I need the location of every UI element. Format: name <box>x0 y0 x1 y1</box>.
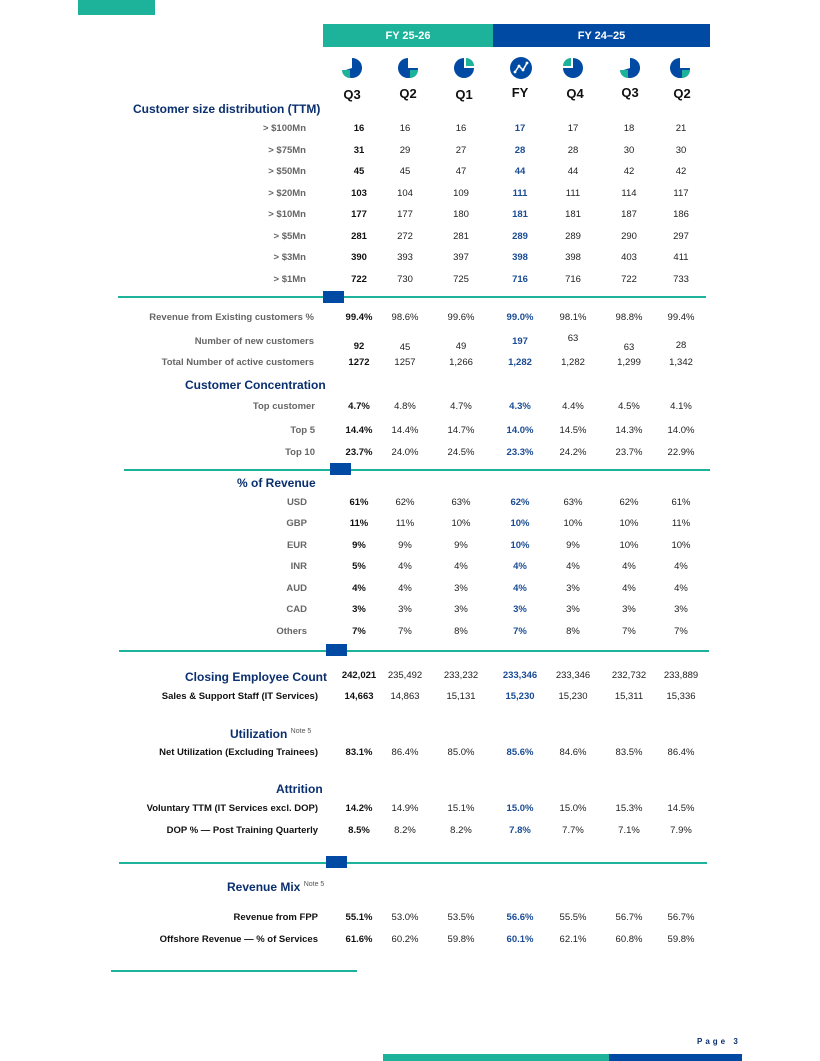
table-cell: 281 <box>453 231 469 242</box>
row-label: USD <box>286 497 307 508</box>
table-cell: 18 <box>623 123 635 134</box>
table-cell: 4% <box>674 583 688 594</box>
row-label: AUD <box>286 583 307 594</box>
table-cell: 1,342 <box>669 357 693 368</box>
table-cell: 177 <box>397 209 413 220</box>
row-label: Revenue from FPP <box>233 912 318 923</box>
table-cell: 85.0% <box>447 747 475 758</box>
table-cell: 99.4% <box>667 312 695 323</box>
header-group-fy25-26: FY 25-26 <box>323 24 493 47</box>
table-cell: 23.7% <box>615 447 643 458</box>
table-cell: 60.8% <box>615 934 643 945</box>
table-cell: 15.0% <box>506 803 534 814</box>
table-cell: 98.6% <box>391 312 419 323</box>
table-cell: 61% <box>349 497 369 508</box>
table-cell: 7.7% <box>562 825 584 836</box>
section-title-revenue-mix <box>227 880 324 894</box>
table-cell: 99.0% <box>506 312 534 323</box>
section-title-customer-concentration: Customer Concentration <box>185 378 326 392</box>
table-cell: 716 <box>512 274 528 285</box>
table-cell: 722 <box>351 274 367 285</box>
table-cell: 53.0% <box>391 912 419 923</box>
table-cell: 56.7% <box>667 912 695 923</box>
table-cell: 11% <box>395 518 415 529</box>
table-cell: 53.5% <box>447 912 475 923</box>
table-cell: 14.4% <box>391 425 419 436</box>
table-cell: 235,492 <box>387 670 423 681</box>
row-label: CAD <box>286 604 307 615</box>
table-cell: 62.1% <box>559 934 587 945</box>
table-cell: 59.8% <box>667 934 695 945</box>
table-cell: 85.6% <box>506 747 534 758</box>
divider-marker <box>323 291 344 303</box>
column-label: Q2 <box>673 86 691 101</box>
table-cell: 111 <box>565 188 581 199</box>
divider-marker <box>326 856 347 868</box>
table-cell: 9% <box>398 540 412 551</box>
table-cell: 86.4% <box>667 747 695 758</box>
top-accent-bar <box>78 0 155 15</box>
table-cell: 104 <box>397 188 413 199</box>
table-cell: 1,266 <box>449 357 473 368</box>
revenue-mix-note: Note 5 <box>303 881 325 888</box>
table-cell: 9% <box>566 540 580 551</box>
table-cell: 98.1% <box>559 312 587 323</box>
table-cell: 56.7% <box>615 912 643 923</box>
page-number: Page 3 <box>697 1037 741 1046</box>
table-cell: 28 <box>514 145 526 156</box>
table-cell: 10% <box>619 540 639 551</box>
table-cell: 49 <box>455 341 467 352</box>
row-label: Top 10 <box>285 447 315 458</box>
table-cell: 15.3% <box>615 803 643 814</box>
table-cell: 1,282 <box>561 357 585 368</box>
table-cell: 289 <box>565 231 581 242</box>
row-label: > $5Mn <box>273 231 306 242</box>
table-cell: 45 <box>399 166 411 177</box>
table-cell: 11% <box>349 518 369 529</box>
table-cell: 1257 <box>394 357 416 368</box>
section-divider <box>119 862 707 864</box>
table-cell: 3% <box>566 583 580 594</box>
row-label: > $100Mn <box>262 123 306 134</box>
table-cell: 99.4% <box>345 312 373 323</box>
divider-marker <box>330 463 351 475</box>
table-cell: 14.5% <box>667 803 695 814</box>
row-label: > $50Mn <box>268 166 306 177</box>
trend-chart-icon <box>510 57 530 77</box>
table-cell: 5% <box>352 561 366 572</box>
table-cell: 86.4% <box>391 747 419 758</box>
row-label: INR <box>290 561 307 572</box>
table-cell: 8.2% <box>394 825 416 836</box>
table-cell: 8.5% <box>348 825 370 836</box>
table-cell: 98.8% <box>615 312 643 323</box>
table-cell: 7% <box>398 626 412 637</box>
row-label: > $75Mn <box>268 145 306 156</box>
table-cell: 84.6% <box>559 747 587 758</box>
table-cell: 62% <box>395 497 415 508</box>
table-cell: 4% <box>566 561 580 572</box>
table-cell: 21 <box>675 123 687 134</box>
table-cell: 45 <box>399 342 411 353</box>
table-cell: 10% <box>619 518 639 529</box>
table-cell: 55.1% <box>345 912 373 923</box>
table-cell: 716 <box>565 274 581 285</box>
table-cell: 411 <box>673 252 689 263</box>
table-cell: 63 <box>567 333 579 344</box>
table-cell: 27 <box>455 145 467 156</box>
column-label: Q3 <box>343 87 361 102</box>
table-cell: 92 <box>353 341 365 352</box>
table-cell: 15.1% <box>447 803 475 814</box>
column-label: Q4 <box>566 86 584 101</box>
table-cell: 4.5% <box>618 401 640 412</box>
row-label: GBP <box>286 518 307 529</box>
table-cell: 1272 <box>348 357 370 368</box>
table-cell: 23.7% <box>345 447 373 458</box>
row-label: Net Utilization (Excluding Trainees) <box>159 747 318 758</box>
table-cell: 725 <box>453 274 469 285</box>
table-cell: 7.9% <box>670 825 692 836</box>
table-cell: 4.8% <box>394 401 416 412</box>
table-cell: 15.0% <box>559 803 587 814</box>
table-cell: 3% <box>566 604 580 615</box>
table-cell: 103 <box>351 188 367 199</box>
table-cell: 3% <box>622 604 636 615</box>
table-cell: 63% <box>563 497 583 508</box>
section-title-attrition: Attrition <box>276 782 323 796</box>
table-cell: 14.4% <box>345 425 373 436</box>
section-divider <box>118 296 706 298</box>
table-cell: 290 <box>621 231 637 242</box>
table-cell: 14.0% <box>667 425 695 436</box>
table-cell: 733 <box>673 274 689 285</box>
table-cell: 60.2% <box>391 934 419 945</box>
table-cell: 730 <box>397 274 413 285</box>
quarter-pie-icon <box>398 58 418 78</box>
table-cell: 187 <box>621 209 637 220</box>
table-cell: 55.5% <box>559 912 587 923</box>
table-cell: 117 <box>673 188 689 199</box>
table-cell: 8.2% <box>450 825 472 836</box>
table-cell: 14.9% <box>391 803 419 814</box>
table-cell: 393 <box>397 252 413 263</box>
table-cell: 181 <box>512 209 528 220</box>
table-cell: 3% <box>454 604 468 615</box>
table-cell: 44 <box>514 166 526 177</box>
table-cell: 4% <box>622 583 636 594</box>
table-cell: 10% <box>563 518 583 529</box>
row-label: Total Number of active customers <box>161 357 314 368</box>
table-cell: 232,732 <box>611 670 647 681</box>
table-cell: 28 <box>675 340 687 351</box>
table-cell: 3% <box>674 604 688 615</box>
table-cell: 3% <box>352 604 366 615</box>
table-cell: 398 <box>512 252 528 263</box>
table-cell: 83.1% <box>345 747 373 758</box>
table-cell: 272 <box>397 231 413 242</box>
table-cell: 114 <box>621 188 637 199</box>
column-label: Q2 <box>399 86 417 101</box>
row-label: Revenue from Existing customers % <box>149 312 314 323</box>
table-cell: 14.7% <box>447 425 475 436</box>
row-label: Top 5 <box>290 425 315 436</box>
table-cell: 60.1% <box>506 934 534 945</box>
table-cell: 4.3% <box>509 401 531 412</box>
table-cell: 63% <box>451 497 471 508</box>
table-cell: 398 <box>565 252 581 263</box>
table-cell: 7% <box>352 626 366 637</box>
table-cell: 233,232 <box>443 670 479 681</box>
table-cell: 233,346 <box>502 670 538 681</box>
row-label: Others <box>276 626 307 637</box>
utilization-note: Note 5 <box>290 728 312 735</box>
table-cell: 61.6% <box>345 934 373 945</box>
table-cell: 4% <box>454 561 468 572</box>
section-title-utilization <box>230 727 311 741</box>
quarter-pie-icon <box>342 58 362 78</box>
table-cell: 30 <box>623 145 635 156</box>
table-cell: 242,021 <box>341 670 377 681</box>
table-cell: 14.3% <box>615 425 643 436</box>
table-cell: 4% <box>513 561 527 572</box>
header-group-fy24-25: FY 24–25 <box>493 24 710 47</box>
table-cell: 4.7% <box>450 401 472 412</box>
table-cell: 297 <box>673 231 689 242</box>
table-cell: 99.6% <box>447 312 475 323</box>
row-label: > $3Mn <box>273 252 306 263</box>
utilization-title: Utilization <box>230 727 288 741</box>
table-cell: 186 <box>673 209 689 220</box>
table-cell: 16 <box>455 123 467 134</box>
column-label: Q1 <box>455 87 473 102</box>
table-cell: 4% <box>674 561 688 572</box>
table-cell: 83.5% <box>615 747 643 758</box>
footer-bar-blue <box>609 1054 742 1061</box>
table-cell: 181 <box>565 209 581 220</box>
table-cell: 62% <box>619 497 639 508</box>
table-cell: 4% <box>513 583 527 594</box>
table-cell: 45 <box>353 166 365 177</box>
table-cell: 233,889 <box>663 670 699 681</box>
table-cell: 24.0% <box>391 447 419 458</box>
table-cell: 233,346 <box>555 670 591 681</box>
table-cell: 44 <box>567 166 579 177</box>
table-cell: 15,230 <box>558 691 588 702</box>
table-cell: 10% <box>451 518 471 529</box>
table-cell: 403 <box>621 252 637 263</box>
row-label: > $10Mn <box>268 209 306 220</box>
table-cell: 59.8% <box>447 934 475 945</box>
table-cell: 14,863 <box>390 691 420 702</box>
table-cell: 42 <box>623 166 635 177</box>
row-label: > $20Mn <box>268 188 306 199</box>
table-cell: 62% <box>510 497 530 508</box>
table-cell: 4% <box>352 583 366 594</box>
row-label: Sales & Support Staff (IT Services) <box>161 691 318 702</box>
column-label: Q3 <box>621 85 639 100</box>
table-cell: 16 <box>399 123 411 134</box>
table-cell: 23.3% <box>506 447 534 458</box>
row-label: Offshore Revenue — % of Services <box>159 934 318 945</box>
table-cell: 7% <box>513 626 527 637</box>
table-cell: 10% <box>510 540 530 551</box>
table-cell: 111 <box>512 188 528 199</box>
quarter-pie-icon <box>620 58 640 78</box>
table-cell: 61% <box>671 497 691 508</box>
table-cell: 1,282 <box>508 357 532 368</box>
table-cell: 14.0% <box>506 425 534 436</box>
row-label: Number of new customers <box>194 336 314 347</box>
table-cell: 29 <box>399 145 411 156</box>
table-cell: 17 <box>514 123 526 134</box>
table-cell: 10% <box>671 540 691 551</box>
table-cell: 28 <box>567 145 579 156</box>
table-cell: 15,230 <box>505 691 535 702</box>
table-cell: 177 <box>351 209 367 220</box>
table-cell: 3% <box>398 604 412 615</box>
quarter-pie-icon <box>563 58 583 78</box>
section-title-employee-count: Closing Employee Count <box>185 670 328 684</box>
table-cell: 14.5% <box>559 425 587 436</box>
section-title-customer-size: Customer size distribution (TTM) <box>133 102 321 116</box>
table-cell: 4.4% <box>562 401 584 412</box>
table-cell: 8% <box>566 626 580 637</box>
row-label: EUR <box>286 540 307 551</box>
table-cell: 10% <box>510 518 530 529</box>
divider-marker <box>326 644 347 656</box>
table-cell: 109 <box>453 188 469 199</box>
quarter-pie-icon <box>454 58 474 78</box>
table-cell: 14.2% <box>345 803 373 814</box>
table-cell: 1,299 <box>617 357 641 368</box>
table-cell: 11% <box>671 518 691 529</box>
section-divider <box>119 650 709 652</box>
table-cell: 3% <box>454 583 468 594</box>
table-cell: 42 <box>675 166 687 177</box>
table-cell: 7.1% <box>618 825 640 836</box>
section-end-line <box>111 970 357 972</box>
table-cell: 397 <box>453 252 469 263</box>
table-cell: 9% <box>454 540 468 551</box>
footer-bar-teal <box>383 1054 609 1061</box>
table-cell: 7% <box>622 626 636 637</box>
table-cell: 7.8% <box>509 825 531 836</box>
table-cell: 24.5% <box>447 447 475 458</box>
table-cell: 56.6% <box>506 912 534 923</box>
row-label: Voluntary TTM (IT Services excl. DOP) <box>146 803 318 814</box>
table-cell: 15,131 <box>446 691 476 702</box>
table-cell: 24.2% <box>559 447 587 458</box>
table-cell: 7% <box>674 626 688 637</box>
table-cell: 289 <box>512 231 528 242</box>
row-label: Top customer <box>252 401 315 412</box>
table-cell: 197 <box>512 336 528 347</box>
table-cell: 17 <box>567 123 579 134</box>
table-cell: 9% <box>352 540 366 551</box>
table-cell: 22.9% <box>667 447 695 458</box>
table-cell: 4.7% <box>348 401 370 412</box>
table-cell: 15,311 <box>614 691 644 702</box>
table-cell: 63 <box>623 342 635 353</box>
row-label: > $1Mn <box>273 274 306 285</box>
row-label: DOP % — Post Training Quarterly <box>166 825 318 836</box>
section-divider <box>124 469 710 471</box>
section-title-revenue-pct: % of Revenue <box>237 476 316 490</box>
table-cell: 3% <box>513 604 527 615</box>
table-cell: 4% <box>398 561 412 572</box>
table-cell: 4% <box>398 583 412 594</box>
table-cell: 30 <box>675 145 687 156</box>
table-cell: 281 <box>351 231 367 242</box>
quarter-pie-icon <box>670 58 690 78</box>
table-cell: 31 <box>353 145 365 156</box>
table-cell: 8% <box>454 626 468 637</box>
table-cell: 14,663 <box>344 691 374 702</box>
column-label: FY <box>511 85 529 100</box>
table-cell: 15,336 <box>666 691 696 702</box>
table-cell: 4% <box>622 561 636 572</box>
revenue-mix-title: Revenue Mix <box>227 880 301 894</box>
table-cell: 180 <box>453 209 469 220</box>
table-cell: 47 <box>455 166 467 177</box>
table-cell: 16 <box>353 123 365 134</box>
table-cell: 4.1% <box>670 401 692 412</box>
table-cell: 722 <box>621 274 637 285</box>
table-cell: 390 <box>351 252 367 263</box>
